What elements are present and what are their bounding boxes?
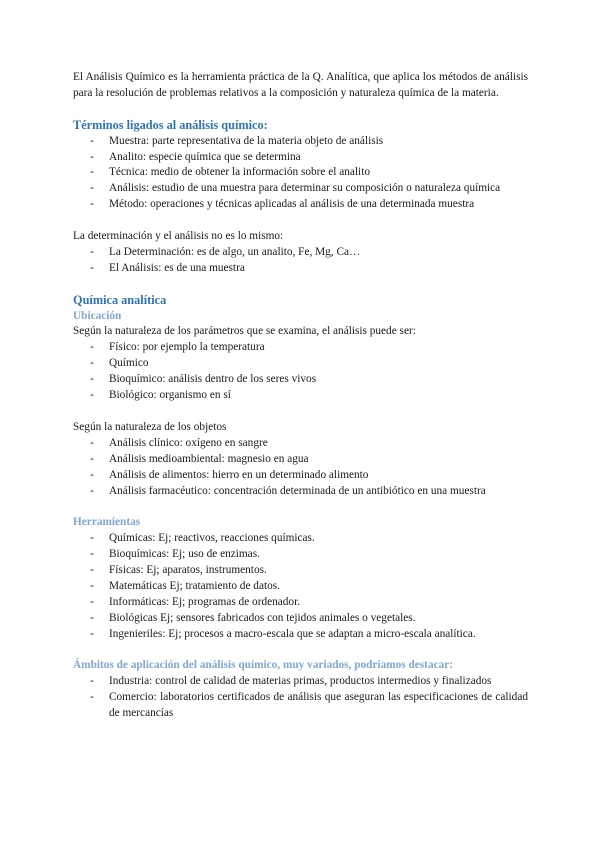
list-item: - Muestra: parte representativa de la materia objeto de análisis <box>73 134 528 150</box>
list-item: - Biológicas Ej; sensores fabricados con tejidos animales o vegetales. <box>73 611 528 627</box>
list-item: - Bioquímicas: Ej; uso de enzimas. <box>73 547 528 563</box>
list-item: - Físico: por ejemplo la temperatura <box>73 340 528 356</box>
list-item: - Físicas: Ej; aparatos, instrumentos. <box>73 563 528 579</box>
parametros-list <box>73 340 528 404</box>
quimica-heading: Química analítica <box>73 292 167 307</box>
ambitos-heading: Ámbitos de aplicación del análisis químico, muy variados, podríamos destacar: <box>73 659 454 672</box>
list-item: - Análisis farmacéutico: concentración determinada de un antibiótico en una muestra <box>73 484 528 500</box>
terminos-list <box>73 134 528 214</box>
list-item: - Método: operaciones y técnicas aplicadas al análisis de una determinada muestra <box>73 197 528 213</box>
list-item: - Análisis medioambiental: magnesio en agua <box>73 452 528 468</box>
document-page <box>73 70 528 722</box>
list-item: - Análisis clínico: oxígeno en sangre <box>73 436 528 452</box>
list-item: - Químico <box>73 356 528 372</box>
herramientas-list <box>73 531 528 642</box>
determinacion-lead: La determinación y el análisis no es lo mismo: <box>73 230 284 243</box>
intro-paragraph: El Análisis Químico es la herramienta práctica de la Q. Analítica, que aplica los métodos de análisis para la resolución de problemas relativos a la composición y naturaleza química de la materia. <box>73 71 528 99</box>
determinacion-list <box>73 245 528 277</box>
list-item: - Comercio: laboratorios certificados de análisis que aseguran las especificaciones de calidad de mercancías <box>73 690 528 722</box>
parametros-lead: Según la naturaleza de los parámetros que se examina, el análisis puede ser: <box>73 325 416 338</box>
list-item: - El Análisis: es de una muestra <box>73 261 528 277</box>
list-item: - Bioquímico: análisis dentro de los seres vivos <box>73 372 528 388</box>
list-item: - Matemáticas Ej; tratamiento de datos. <box>73 579 528 595</box>
herramientas-heading: Herramientas <box>73 516 141 529</box>
list-item: - La Determinación: es de algo, un analito, Fe, Mg, Ca… <box>73 245 528 261</box>
ubicacion-subheading: Ubicación <box>73 309 122 322</box>
list-item: - Análisis: estudio de una muestra para determinar su composición o naturaleza química <box>73 181 528 197</box>
list-item: - Biológico: organismo en sí <box>73 388 528 404</box>
ambitos-list <box>73 674 528 722</box>
list-item: - Técnica: medio de obtener la información sobre el analito <box>73 165 528 181</box>
list-item: - Químicas: Ej; reactivos, reacciones químicas. <box>73 531 528 547</box>
objetos-list <box>73 436 528 500</box>
terminos-heading: Términos ligados al análisis químico: <box>73 117 268 132</box>
list-item: - Ingenieriles: Ej; procesos a macro-escala que se adaptan a micro-escala analítica. <box>73 627 528 643</box>
list-item: - Informáticas: Ej; programas de ordenador. <box>73 595 528 611</box>
list-item: - Analito: especie química que se determina <box>73 150 528 166</box>
list-item: - Industria: control de calidad de materias primas, productos intermedios y finalizados <box>73 674 528 690</box>
list-item: - Análisis de alimentos: hierro en un determinado alimento <box>73 468 528 484</box>
objetos-lead: Según la naturaleza de los objetos <box>73 420 227 433</box>
